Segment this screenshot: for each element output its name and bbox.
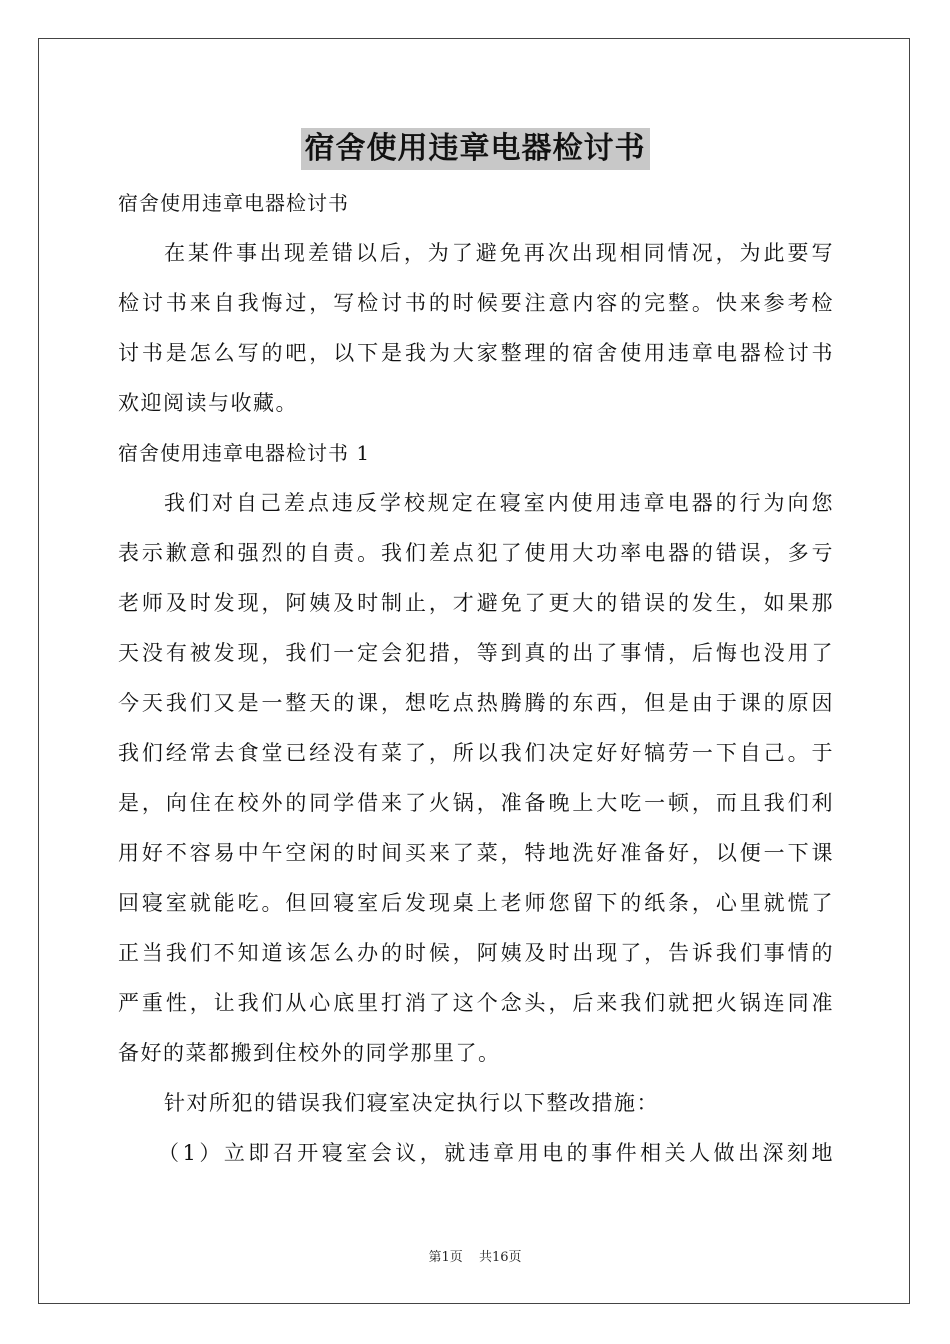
page-number: 第1页 (428, 1250, 463, 1265)
paragraph-line: 我们对自己差点违反学校规定在寝室内使用违章电器的行为向您 (164, 491, 834, 515)
page-footer (0, 1246, 950, 1265)
page-total: 共16页 (478, 1250, 522, 1265)
paragraph-line: 老师及时发现，阿姨及时制止，才避免了更大的错误的发生，如果那 (118, 591, 834, 615)
paragraph-line: 用好不容易中午空闲的时间买来了菜，特地洗好准备好，以便一下课 (118, 841, 834, 865)
document-body (118, 178, 834, 1178)
paragraph-line: 我们经常去食堂已经没有菜了，所以我们决定好好犒劳一下自己。于 (118, 741, 834, 765)
paragraph-line: 天没有被发现，我们一定会犯措，等到真的出了事情，后悔也没用了 (118, 641, 834, 665)
document-title: 宿舍使用违章电器检讨书 (301, 128, 650, 170)
section-heading: 宿舍使用违章电器检讨书 1 (118, 441, 371, 465)
paragraph-line: 欢迎阅读与收藏。 (118, 391, 298, 415)
paragraph-line: 今天我们又是一整天的课，想吃点热腾腾的东西，但是由于课的原因 (118, 691, 834, 715)
paragraph-line: 针对所犯的错误我们寝室决定执行以下整改措施： (164, 1091, 659, 1115)
paragraph-line: 检讨书来自我悔过，写检讨书的时候要注意内容的完整。快来参考检 (118, 291, 834, 315)
paragraph-line: 讨书是怎么写的吧，以下是我为大家整理的宿舍使用违章电器检讨书 (118, 341, 834, 365)
subtitle-line: 宿舍使用违章电器检讨书 (118, 191, 349, 215)
paragraph-line: 回寝室就能吃。但回寝室后发现桌上老师您留下的纸条，心里就慌了 (118, 891, 834, 915)
paragraph-line: 是，向住在校外的同学借来了火锅，准备晚上大吃一顿，而且我们利 (118, 791, 834, 815)
paragraph-line: 正当我们不知道该怎么办的时候，阿姨及时出现了，告诉我们事情的 (118, 941, 834, 965)
paragraph-line: 表示歉意和强烈的自责。我们差点犯了使用大功率电器的错误，多亏 (118, 541, 834, 565)
paragraph-line: 在某件事出现差错以后，为了避免再次出现相同情况，为此要写 (164, 241, 834, 265)
list-item-line: （1）立即召开寝室会议，就违章用电的事件相关人做出深刻地 (158, 1141, 834, 1165)
paragraph-line: 备好的菜都搬到住校外的同学那里了。 (118, 1041, 501, 1065)
paragraph-line: 严重性，让我们从心底里打消了这个念头，后来我们就把火锅连同准 (118, 991, 834, 1015)
title-wrap (0, 128, 950, 170)
